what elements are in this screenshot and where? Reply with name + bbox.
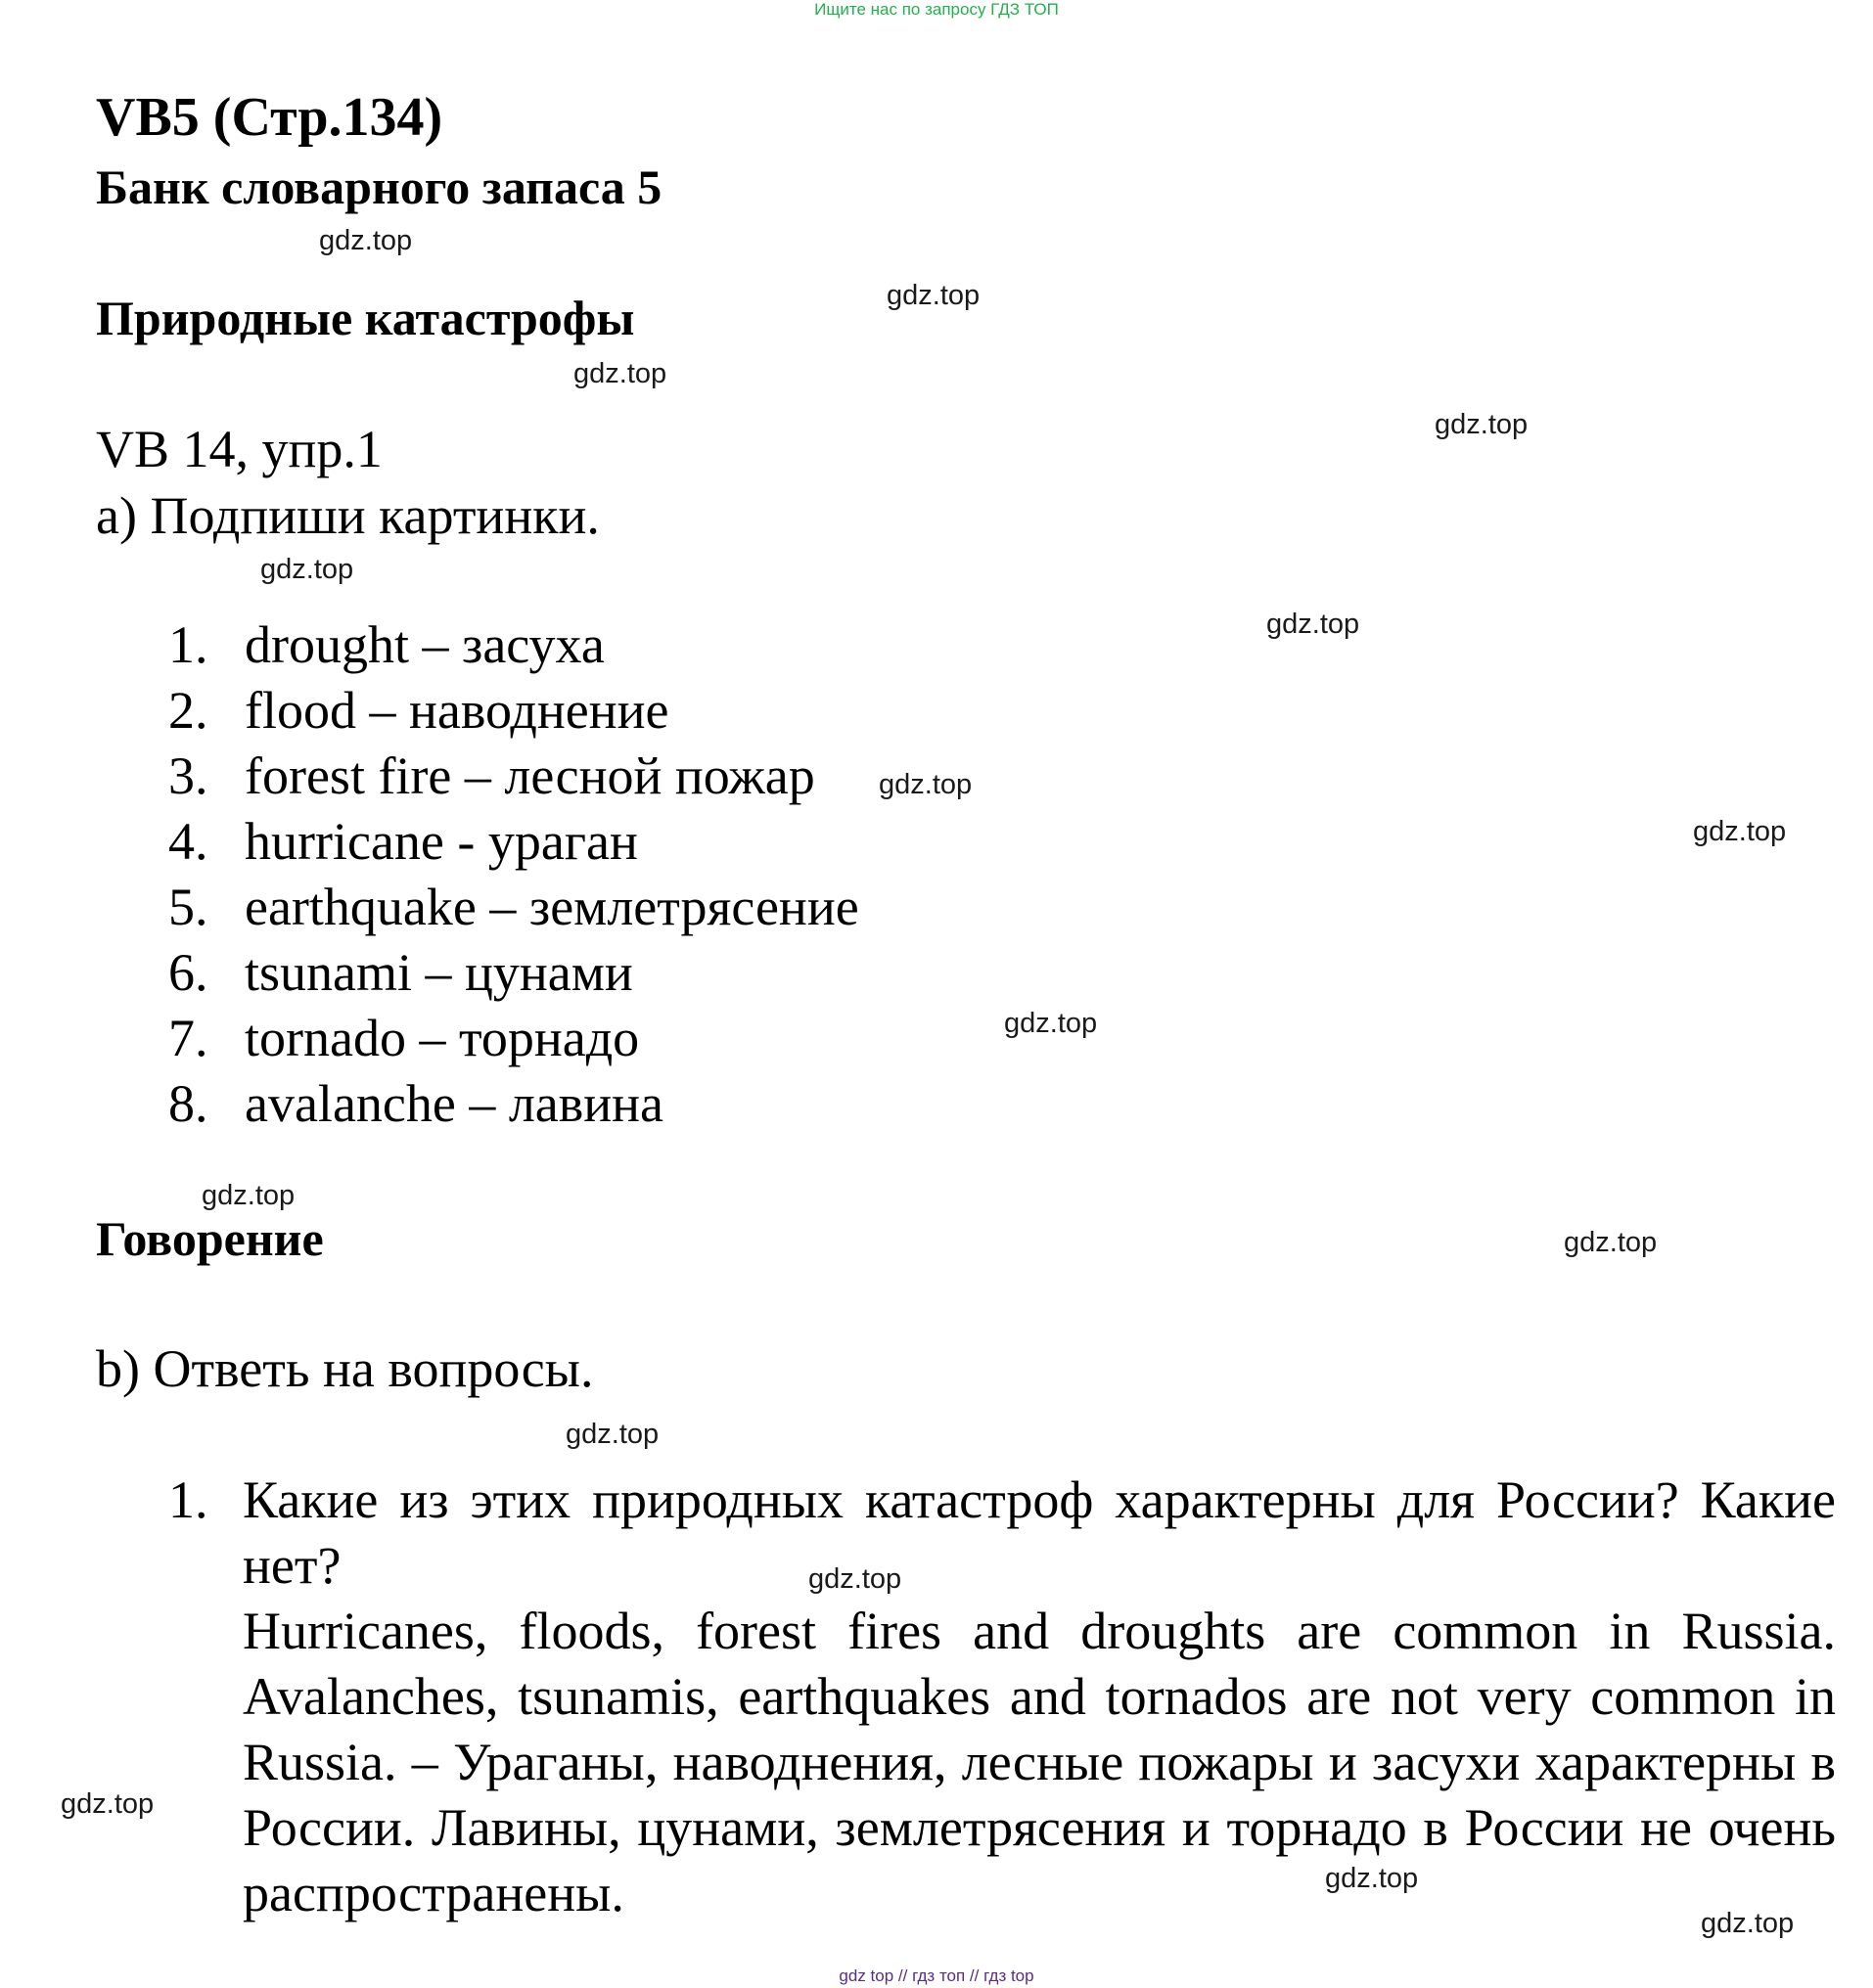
watermark: gdz.top xyxy=(879,769,973,800)
watermark: gdz.top xyxy=(1266,609,1360,640)
watermark: gdz.top xyxy=(260,554,354,585)
question-number: 1. xyxy=(168,1470,208,1529)
watermark: gdz.top xyxy=(887,280,981,311)
list-item: 1. drought – засуха xyxy=(168,615,605,674)
list-item: 8. avalanche – лавина xyxy=(168,1074,664,1133)
answer-text: Hurricanes, floods, forest fires and droughts are common in Russia. Avalanches, tsunamis, earthquakes and tornados are not very common in Russia. – Ураганы, наводнения, лесные пожары и засухи характерны в России. Лавины, цунами, землетрясения и торнадо в России не очень распространены. xyxy=(243,1602,1836,1922)
task-b-instruction: b) Ответь на вопросы. xyxy=(96,1339,594,1398)
watermark: gdz.top xyxy=(808,1563,902,1595)
section-title: Природные катастрофы xyxy=(96,291,635,345)
top-banner: Ищите нас по запросу ГДЗ ТОП xyxy=(814,0,1059,19)
watermark: gdz.top xyxy=(61,1788,155,1820)
list-item: 4. hurricane - ураган xyxy=(168,812,638,871)
question-text: Какие из этих природных катастроф характерны для России? Какие нет? xyxy=(243,1470,1836,1595)
page-title: VB5 (Стр.134) xyxy=(96,87,443,148)
list-item: 3. forest fire – лесной пожар xyxy=(168,746,815,805)
page-subtitle: Банк словарного запаса 5 xyxy=(96,159,662,214)
watermark: gdz.top xyxy=(202,1180,296,1211)
watermark: gdz.top xyxy=(1004,1008,1098,1039)
list-item: 6. tsunami – цунами xyxy=(168,943,633,1002)
bottom-banner: gdz top // гдз топ // гдз top xyxy=(839,1966,1034,1985)
watermark: gdz.top xyxy=(1435,409,1529,440)
watermark: gdz.top xyxy=(573,358,667,389)
list-item: 2. flood – наводнение xyxy=(168,681,669,740)
task-a-instruction: a) Подпиши картинки. xyxy=(96,486,600,545)
speaking-title: Говорение xyxy=(96,1211,324,1266)
watermark: gdz.top xyxy=(1701,1908,1795,1939)
list-item: 7. tornado – торнадо xyxy=(168,1009,640,1067)
watermark: gdz.top xyxy=(1693,816,1787,847)
watermark: gdz.top xyxy=(1564,1227,1658,1258)
exercise-reference: VB 14, упр.1 xyxy=(96,420,383,478)
watermark: gdz.top xyxy=(566,1419,660,1450)
list-item: 5. earthquake – землетрясение xyxy=(168,878,859,936)
question-block xyxy=(243,1468,1836,1926)
watermark: gdz.top xyxy=(1325,1863,1419,1894)
watermark: gdz.top xyxy=(319,225,413,256)
